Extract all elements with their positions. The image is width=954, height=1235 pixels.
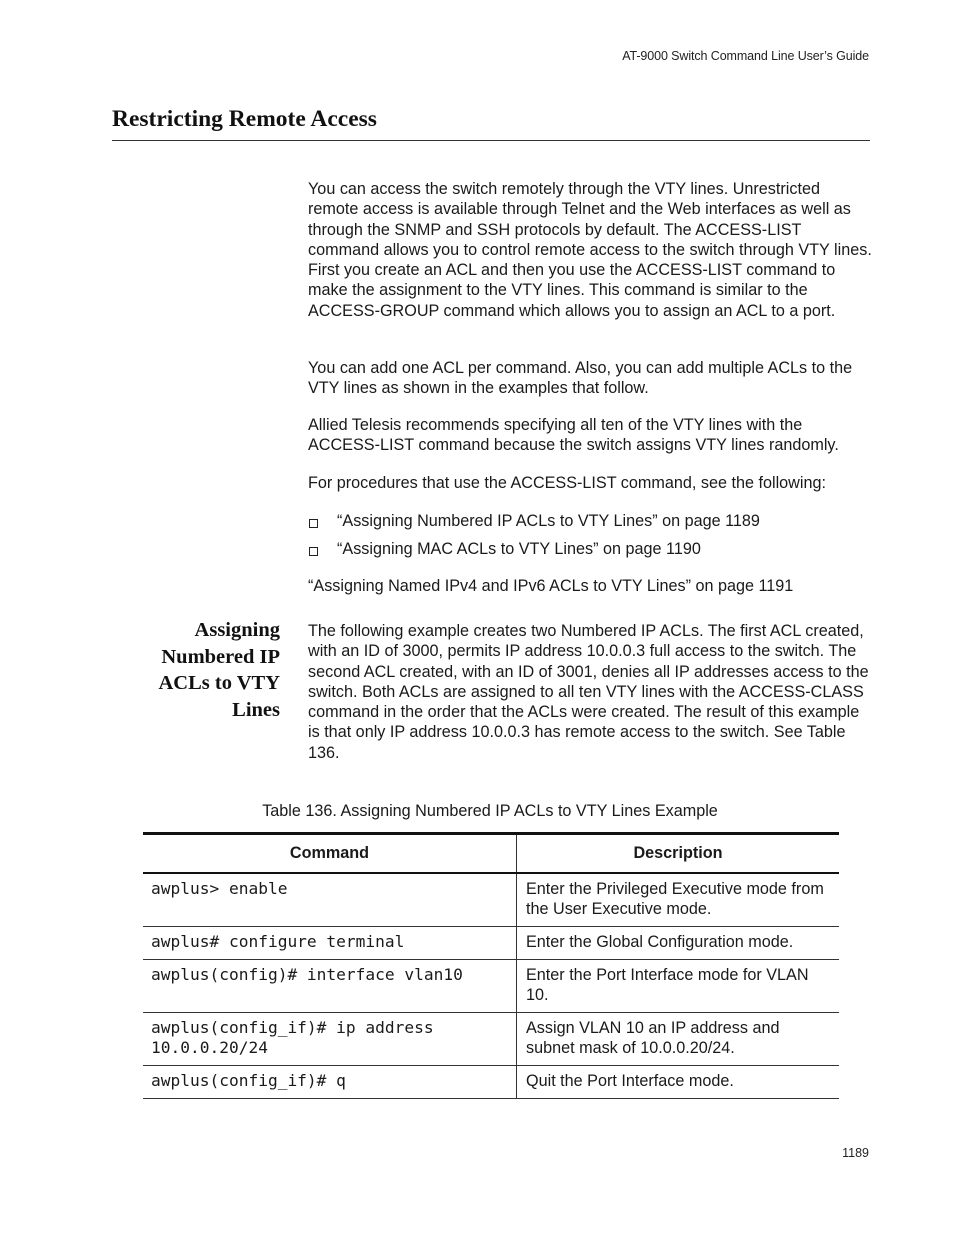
table-row <box>143 927 839 960</box>
description-cell: Enter the Port Interface mode for VLAN 10. <box>517 960 840 1013</box>
subsection-heading-line: Lines <box>232 698 280 721</box>
page-title: Restricting Remote Access <box>112 106 377 132</box>
list-item <box>308 511 873 539</box>
subsection-heading-line: Assigning <box>194 619 280 641</box>
intro-paragraph <box>308 179 873 321</box>
subsection-heading-line: ACLs to VTY <box>158 672 280 694</box>
procedure-link-named-ipv4-ipv6[interactable]: “Assigning Named IPv4 and IPv6 ACLs to VTY Lines” on page 1191 <box>308 577 794 595</box>
procedure-link-list <box>308 511 873 567</box>
subsection-paragraph-text: The following example creates two Numbered IP ACLs. The first ACL created, with an ID of 3000, permits IP address 10.0.0.3 full access to the switch. The second ACL created, with an ID of 3001, denies all IP addresses access to the switch. Both ACLs are assigned to all ten VTY lines with the ACCESS-CLASS command in the order that the ACLs were created. The result of this example is that only IP address 10.0.0.3 has remote access to the switch. See Table 136. <box>308 622 869 762</box>
command-cell: awplus(config)# interface vlan10 <box>143 960 517 1013</box>
named-acl-link-paragraph <box>308 576 873 596</box>
checkbox-bullet-icon <box>309 519 318 528</box>
title-divider <box>112 140 870 141</box>
procedures-intro-paragraph <box>308 473 873 493</box>
procedures-intro-text: For procedures that use the ACCESS-LIST command, see the following: <box>308 474 826 492</box>
table-caption: Table 136. Assigning Numbered IP ACLs to VTY Lines Example <box>262 802 718 820</box>
description-cell: Quit the Port Interface mode. <box>517 1066 840 1099</box>
description-cell: Enter the Global Configuration mode. <box>517 927 840 960</box>
running-header: AT-9000 Switch Command Line User’s Guide <box>622 49 869 63</box>
command-cell: awplus(config_if)# q <box>143 1066 517 1099</box>
subsection-heading <box>112 617 280 723</box>
description-cell: Enter the Privileged Executive mode from the User Executive mode. <box>517 873 840 927</box>
table-header-row <box>143 834 839 874</box>
procedure-link-numbered-ip[interactable]: “Assigning Numbered IP ACLs to VTY Lines” on page 1189 <box>337 512 760 530</box>
intro-paragraph-text: You can access the switch remotely through the VTY lines. Unrestricted remote access is available through Telnet and the Web interfaces as well as through the SNMP and SSH protocols by default. The ACCESS-LIST command allows you to control remote access to the switch through VTY lines. First you create an ACL and then you use the ACCESS-LIST command to make the assignment to the VTY lines. This command is similar to the ACCESS-GROUP command which allows you to assign an ACL to a port. <box>308 180 872 320</box>
table-row <box>143 873 839 927</box>
checkbox-bullet-icon <box>309 547 318 556</box>
table-row <box>143 1013 839 1066</box>
acl-per-command-paragraph <box>308 358 873 399</box>
list-item <box>308 539 873 567</box>
column-header-description: Description <box>517 834 840 874</box>
command-cell: awplus> enable <box>143 873 517 927</box>
page-number: 1189 <box>842 1146 869 1160</box>
procedure-link-mac[interactable]: “Assigning MAC ACLs to VTY Lines” on page 1190 <box>337 540 701 558</box>
table-row <box>143 1066 839 1099</box>
recommendation-paragraph <box>308 415 873 456</box>
command-table <box>143 832 839 1099</box>
acl-per-command-text: You can add one ACL per command. Also, you can add multiple ACLs to the VTY lines as shown in the examples that follow. <box>308 359 853 398</box>
command-cell: awplus# configure terminal <box>143 927 517 960</box>
subsection-paragraph <box>308 621 873 763</box>
command-cell: awplus(config_if)# ip address 10.0.0.20/24 <box>143 1013 517 1066</box>
table-row <box>143 960 839 1013</box>
recommendation-text: Allied Telesis recommends specifying all ten of the VTY lines with the ACCESS-LIST command because the switch assigns VTY lines randomly. <box>308 416 839 455</box>
subsection-heading-line: Numbered IP <box>161 645 280 668</box>
description-cell: Assign VLAN 10 an IP address and subnet mask of 10.0.0.20/24. <box>517 1013 840 1066</box>
column-header-command: Command <box>143 834 517 874</box>
